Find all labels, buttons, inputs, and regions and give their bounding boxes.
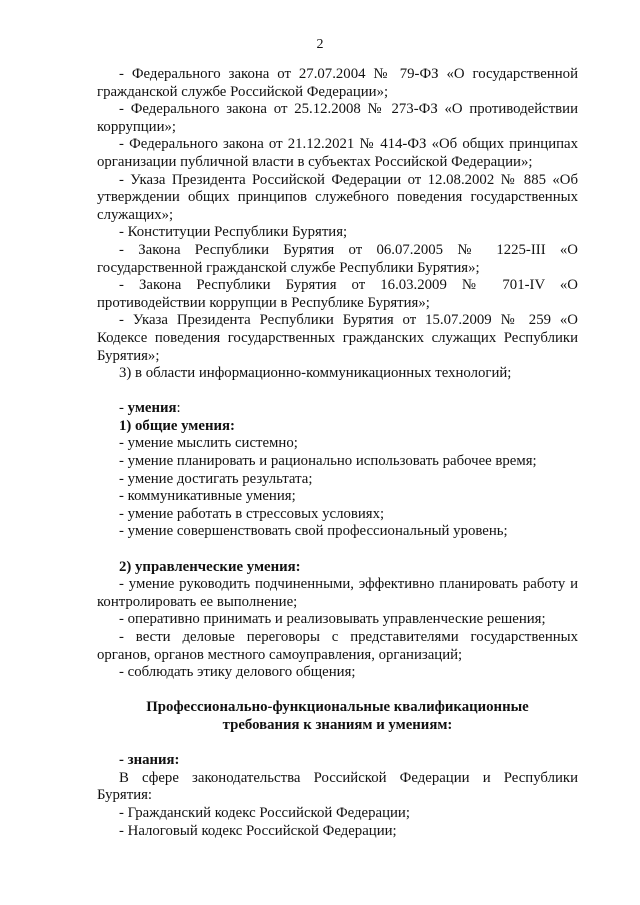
general-skill-item: - умение планировать и рационально использовать рабочее время; — [119, 453, 537, 470]
general-skill-item: - умение мыслить системно; — [119, 435, 298, 452]
law-item: - Закона Республики Бурятия от 16.03.2009 № 701-IV «О противодействии коррупции в Республике Бурятия»; — [97, 277, 578, 311]
law-item: - Конституции Республики Бурятия; — [119, 224, 348, 241]
knowledge-title: - знания: — [119, 752, 180, 769]
skills-section — [97, 400, 578, 682]
law-item: - Закона Республики Бурятия от 06.07.2005 № 1225-III «О государственной гражданской службе Республики Бурятия»; — [97, 241, 578, 276]
law-item: - Федерального закона от 27.07.2004 № 79-ФЗ «О государственной гражданской службе Российской Федерации»; — [97, 66, 578, 100]
knowledge-section — [97, 752, 578, 840]
spacer — [97, 383, 578, 401]
general-skill-item: - умение работать в стрессовых условиях; — [119, 505, 385, 522]
general-skill-item: - умение совершенствовать свой профессиональный уровень; — [119, 523, 508, 540]
managerial-skill-item: - умение руководить подчиненными, эффективно планировать работу и контролировать ее выполнение; — [97, 576, 578, 610]
general-skills-title: 1) общие умения: — [119, 417, 235, 434]
law-item: - Федерального закона от 21.12.2021 № 414-ФЗ «Об общих принципах организации публичной власти в субъектах Российской Федерации»; — [97, 136, 578, 170]
section-heading: Профессионально-функциональные квалификационные требования к знаниям и умениям: — [146, 699, 529, 733]
spacer — [97, 735, 578, 753]
ict-item: 3) в области информационно-коммуникационных технологий; — [119, 365, 512, 382]
managerial-skill-item: - оперативно принимать и реализовывать управленческие решения; — [119, 611, 546, 628]
knowledge-item: - Налоговый кодекс Российской Федерации; — [119, 822, 397, 839]
general-skill-item: - коммуникативные умения; — [119, 488, 296, 505]
skills-title-text: умения — [127, 400, 177, 417]
skills-title-prefix: - — [119, 400, 128, 417]
managerial-skill-item: - вести деловые переговоры с представителями государственных органов, органов местного самоуправления, организаций; — [97, 629, 578, 663]
law-item: - Указа Президента Республики Бурятия от 15.07.2009 № 259 «О Кодексе поведения государственных гражданских служащих Республики Бурятия»; — [97, 312, 578, 364]
laws-list — [97, 66, 578, 383]
spacer — [97, 541, 578, 559]
page-number: 2 — [316, 37, 324, 52]
law-item: - Федерального закона от 25.12.2008 № 273-ФЗ «О противодействии коррупции»; — [97, 101, 578, 135]
law-item: - Указа Президента Российской Федерации от 12.08.2002 № 885 «Об утверждении общих принципов служебного поведения государственных служащих»; — [97, 171, 578, 223]
managerial-skills-title: 2) управленческие умения: — [119, 558, 301, 575]
skills-title-suffix: : — [176, 400, 181, 417]
skills-title — [97, 400, 578, 418]
knowledge-item: - Гражданский кодекс Российской Федерации; — [119, 804, 410, 821]
general-skill-item: - умение достигать результата; — [119, 470, 313, 487]
spacer — [97, 682, 578, 700]
knowledge-intro: В сфере законодательства Российской Федерации и Республики Бурятия: — [97, 769, 578, 804]
managerial-skill-item: - соблюдать этику делового общения; — [119, 664, 356, 681]
document-body — [97, 66, 578, 840]
